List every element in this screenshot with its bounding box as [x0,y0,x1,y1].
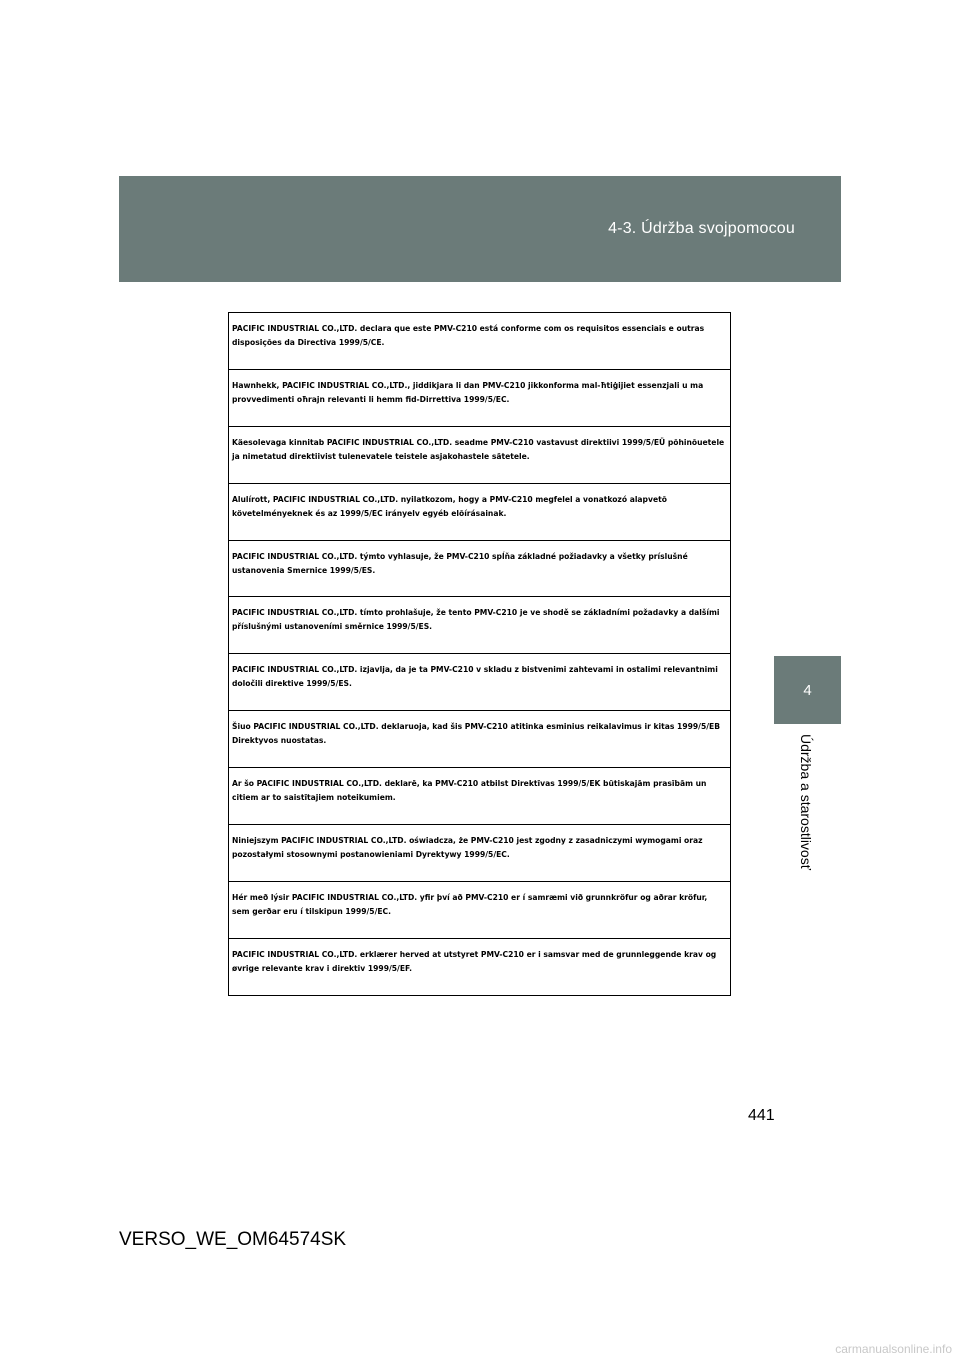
declaration-text: Käesolevaga kinnitab PACIFIC INDUSTRIAL CO.,LTD. seadme PMV-C210 vastavust direktiivi 1999/5/EÜ põhinõuetele ja nimetatud direktiivist tulenevatele teistele asjakohastele sätetele. [232,437,725,461]
declaration-text: Ar šo PACIFIC INDUSTRIAL CO.,LTD. deklarē, ka PMV-C210 atbilst Direktīvas 1999/5/EK būtiskajām prasībām un citiem ar to saistītajiem noteikumiem. [232,779,707,803]
declaration-text: Šiuo PACIFIC INDUSTRIAL CO.,LTD. deklaruoja, kad šis PMV-C210 atitinka esminius reikalavimus ir kitas 1999/5/EB Direktyvos nuostatas. [232,722,720,746]
declarations-table [228,312,731,996]
watermark: carmanualsonline.info [835,1342,952,1356]
header-band [119,176,841,282]
declaration-row [229,711,730,768]
declaration-text: PACIFIC INDUSTRIAL CO.,LTD. declara que este PMV-C210 está conforme com os requisitos essenciais e outras disposições da Directiva 1999/5/CE. [232,324,705,347]
document-code: VERSO_WE_OM64574SK [119,1229,347,1250]
chapter-number: 4 [803,681,812,699]
declaration-text: Niniejszym PACIFIC INDUSTRIAL CO.,LTD. oświadcza, że PMV-C210 jest zgodny z zasadniczymi wymogami oraz pozostałymi stosownymi postanowieniami Dyrektywy 1999/5/EC. [232,836,703,860]
section-title: 4-3. Údržba svojpomocou [608,220,795,237]
declaration-text: PACIFIC INDUSTRIAL CO.,LTD. tímto prohlašuje, že tento PMV-C210 je ve shodě se základními požadavky a dalšími příslušnými ustanoveními směrnice 1999/5/ES. [232,608,720,632]
declaration-row [229,654,730,711]
chapter-title: Údržba a starostlivosť [798,734,814,870]
declaration-row [229,939,730,996]
declaration-text: PACIFIC INDUSTRIAL CO.,LTD. erklærer herved at utstyret PMV-C210 er i samsvar med de grunnleggende krav og øvrige relevante krav i direktiv 1999/5/EF. [232,949,717,973]
declaration-row [229,882,730,939]
declaration-row [229,313,730,370]
declaration-text: Hawnhekk, PACIFIC INDUSTRIAL CO.,LTD., jiddikjara li dan PMV-C210 jikkonforma mal-ħtiġijiet essenzjali u ma provvedimenti oħrajn relevanti li hemm fid-Dirrettiva 1999/5/EC. [232,380,704,404]
declaration-row [229,597,730,654]
declaration-text: PACIFIC INDUSTRIAL CO.,LTD. izjavlja, da je ta PMV-C210 v skladu z bistvenimi zahtevami in ostalimi relevantnimi določili direktive 1999/5/ES. [232,665,718,689]
declaration-row [229,484,730,541]
chapter-tab [774,656,841,724]
declaration-row [229,370,730,427]
declaration-text: PACIFIC INDUSTRIAL CO.,LTD. týmto vyhlasuje, že PMV-C210 spĺňa základné požiadavky a všetky príslušné ustanovenia Smernice 1999/5/ES. [232,551,688,575]
declaration-row [229,541,730,598]
declaration-row [229,427,730,484]
declaration-row [229,825,730,882]
declaration-text: Alulírott, PACIFIC INDUSTRIAL CO.,LTD. nyilatkozom, hogy a PMV-C210 megfelel a vonatkozó alapvetõ követelményeknek és az 1999/5/EC irányelv egyéb elõírásainak. [232,494,667,518]
declaration-row [229,768,730,825]
page-number: 441 [748,1107,775,1124]
declaration-text: Hér með lýsir PACIFIC INDUSTRIAL CO.,LTD. yfir því að PMV-C210 er í samræmi við grunnkröfur og aðrar kröfur, sem gerðar eru í tilskipun 1999/5/EC. [232,892,708,916]
